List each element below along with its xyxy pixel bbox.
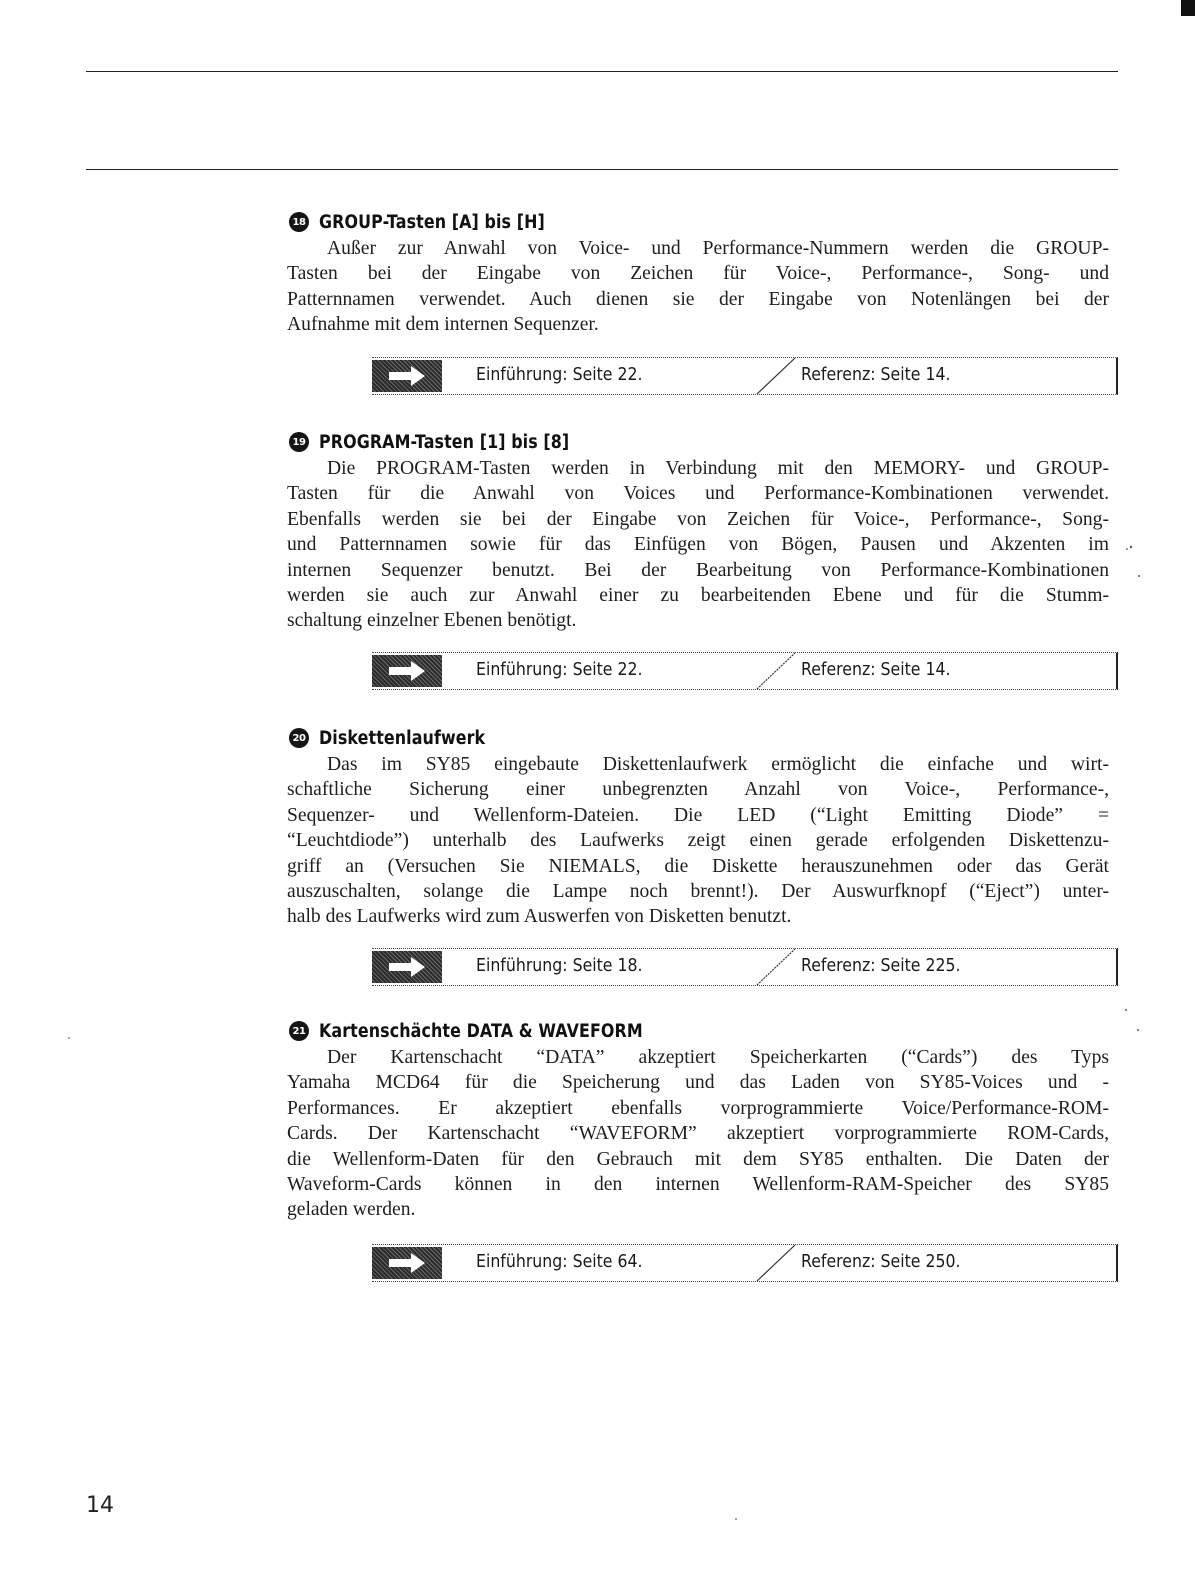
body-line: Patternnamen verwendet. Auch dienen sie der Eingabe von Notenlängen bei der (287, 288, 1109, 310)
arrow-icon (372, 1247, 442, 1279)
reference-page-ref: Referenz: Seite 225. (801, 956, 961, 976)
section-heading (289, 209, 1127, 235)
body-line: griff an (Versuchen Sie NIEMALS, die Diskette herauszunehmen oder das Gerät (287, 855, 1109, 877)
section-group-tasten (287, 209, 1127, 338)
reference-page-ref: Referenz: Seite 14. (801, 660, 951, 680)
body-line: schaltung einzelner Ebenen benötigt. (287, 610, 577, 632)
reference-box (372, 652, 1118, 690)
body-line: halb des Laufwerks wird zum Auswerfen von Disketten benutzt. (287, 906, 792, 928)
section-title: Diskettenlaufwerk (319, 727, 486, 749)
corner-registration-mark (1181, 0, 1195, 16)
section-body (287, 752, 1109, 930)
reference-page-ref: Referenz: Seite 250. (801, 1252, 961, 1272)
body-line: und Patternnamen sowie für das Einfügen von Bögen, Pausen und Akzenten im (287, 534, 1109, 556)
slash-divider (755, 651, 797, 691)
arrow-icon (372, 655, 442, 687)
body-line: Tasten bei der Eingabe von Zeichen für Voice-, Performance-, Song- und (287, 263, 1109, 285)
body-line: Sequenzer- und Wellenform-Dateien. Die LED (“Light Emitting Diode” = (287, 804, 1109, 826)
reference-page-ref: Referenz: Seite 14. (801, 365, 951, 385)
body-line: Cards. Der Kartenschacht “WAVEFORM” akzeptiert vorprogrammierte ROM-Cards, (287, 1123, 1109, 1145)
body-line: Tasten für die Anwahl von Voices und Performance-Kombinationen verwendet. (287, 483, 1109, 505)
body-line: auszuschalten, solange die Lampe noch brennt!). Der Auswurfknopf (“Eject”) unter- (287, 881, 1109, 903)
intro-page-ref: Einführung: Seite 22. (476, 660, 643, 680)
section-number-badge: 19 (289, 432, 309, 452)
section-body (287, 236, 1109, 338)
body-line: Aufnahme mit dem internen Sequenzer. (287, 314, 599, 336)
slash-divider (755, 947, 797, 987)
body-line: Außer zur Anwahl von Voice- und Performance-Nummern werden die GROUP- (327, 238, 1109, 259)
section-program-tasten (287, 429, 1127, 634)
section-title: PROGRAM-Tasten [1] bis [8] (319, 431, 570, 453)
section-heading (289, 1018, 1127, 1044)
reference-box (372, 357, 1118, 395)
section-body (287, 1045, 1109, 1223)
body-line: Waveform-Cards können in den internen Wellenform-RAM-Speicher des SY85 (287, 1174, 1109, 1196)
body-line: internen Sequenzer benutzt. Bei der Bearbeitung von Performance-Kombinationen (287, 559, 1109, 581)
header-rule-top (86, 71, 1118, 72)
section-number-badge: 18 (289, 212, 309, 232)
section-number-badge: 20 (289, 728, 309, 748)
reference-box (372, 948, 1118, 986)
reference-box (372, 1244, 1118, 1282)
section-diskettenlaufwerk (287, 725, 1127, 930)
body-line: die Wellenform-Daten für den Gebrauch mit dem SY85 enthalten. Die Daten der (287, 1148, 1109, 1170)
header-rule-bottom (86, 169, 1118, 170)
intro-page-ref: Einführung: Seite 64. (476, 1252, 643, 1272)
body-line: Ebenfalls werden sie bei der Eingabe von Zeichen für Voice-, Performance-, Song- (287, 508, 1109, 530)
body-line: schaftliche Sicherung einer unbegrenzten Anzahl von Voice-, Performance-, (287, 779, 1109, 801)
body-line: Performances. Er akzeptiert ebenfalls vorprogrammierte Voice/Performance-ROM- (287, 1097, 1109, 1119)
section-kartenschaechte (287, 1018, 1127, 1223)
body-line: Yamaha MCD64 für die Speicherung und das Laden von SY85-Voices und - (287, 1072, 1109, 1094)
intro-page-ref: Einführung: Seite 18. (476, 956, 643, 976)
section-body (287, 456, 1109, 634)
section-heading (289, 725, 1127, 751)
body-line: Das im SY85 eingebaute Diskettenlaufwerk ermöglicht die einfache und wirt- (327, 754, 1109, 775)
body-line: werden sie auch zur Anwahl einer zu bearbeitenden Ebene und für die Stumm- (287, 585, 1109, 607)
section-title: GROUP-Tasten [A] bis [H] (319, 211, 545, 233)
section-heading (289, 429, 1127, 455)
body-line: Der Kartenschacht “DATA” akzeptiert Speicherkarten (“Cards”) des Typs (327, 1047, 1109, 1068)
arrow-icon (372, 951, 442, 983)
slash-divider (755, 356, 797, 396)
page-number: 14 (86, 1493, 114, 1518)
slash-divider (755, 1243, 797, 1283)
arrow-icon (372, 360, 442, 392)
section-title: Kartenschächte DATA & WAVEFORM (319, 1020, 643, 1042)
body-line: geladen werden. (287, 1199, 416, 1221)
section-number-badge: 21 (289, 1021, 309, 1041)
body-line: “Leuchtdiode”) unterhalb des Laufwerks zeigt einen gerade erfolgenden Diskettenzu- (287, 830, 1109, 852)
body-line: Die PROGRAM-Tasten werden in Verbindung mit den MEMORY- und GROUP- (327, 458, 1109, 479)
intro-page-ref: Einführung: Seite 22. (476, 365, 643, 385)
